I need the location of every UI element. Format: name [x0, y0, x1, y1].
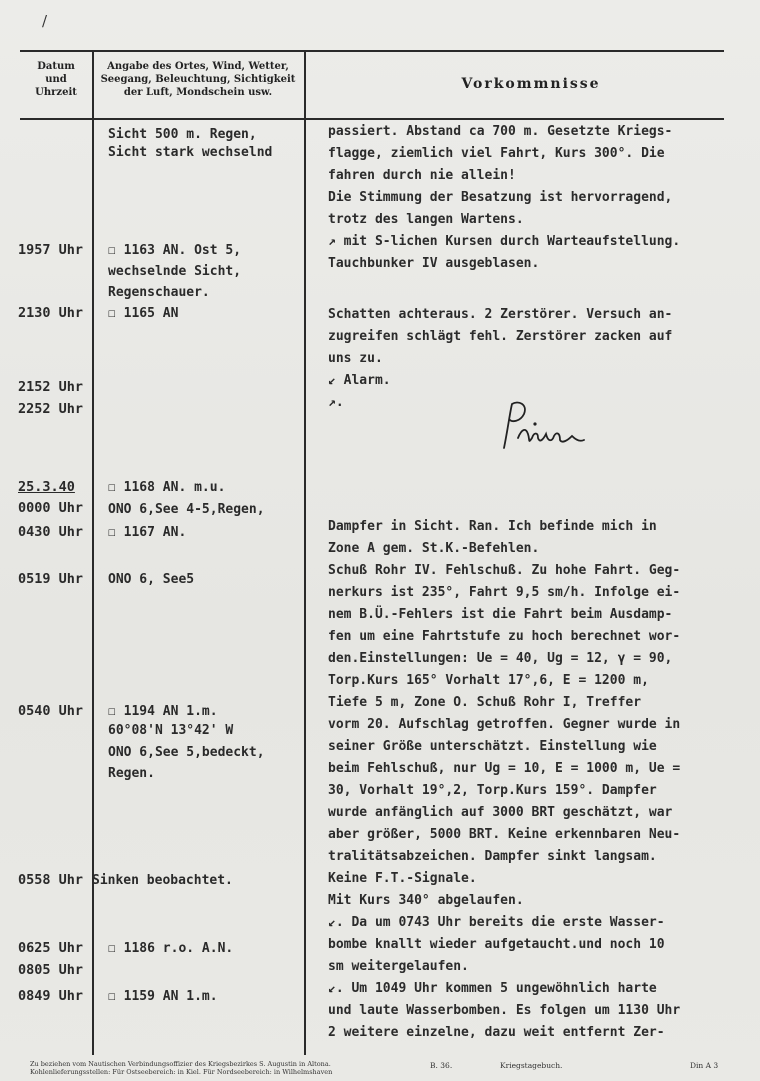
event-line: Schatten achteraus. 2 Zerstörer. Versuch an-: [328, 307, 673, 322]
event-line: Keine F.T.-Signale.: [328, 871, 477, 886]
time-entry: 0558 Uhr: [18, 872, 84, 888]
event-line: Tiefe 5 m, Zone O. Schuß Rohr I, Treffer: [328, 695, 642, 710]
footer-note: Zu beziehen vom Nautischen Verbindungsoffizier des Kriegsbezirkes S. Augustin in Altona. Kohlenlieferungsstellen: Für Ostseebereich: in Kiel. Für Nordseebereich: in Wilhelmshaven: [30, 1060, 333, 1076]
time-entry: 0805 Uhr: [18, 962, 84, 978]
event-line: fahren durch nie allein!: [328, 168, 516, 183]
place-entry: Sinken beobachtet.: [92, 873, 233, 888]
place-entry: Regen.: [108, 766, 155, 781]
event-line: nem B.Ü.-Fehlers ist die Fahrt beim Ausdamp-: [328, 607, 673, 622]
time-entry: 2152 Uhr: [18, 379, 84, 395]
event-line: zugreifen schlägt fehl. Zerstörer zacken auf: [328, 329, 673, 344]
event-line: fen um eine Fahrtstufe zu hoch berechnet wor-: [328, 629, 681, 644]
event-line: ↙. Um 1049 Uhr kommen 5 ungewöhnlich harte: [328, 981, 657, 996]
event-line: uns zu.: [328, 351, 383, 366]
time-entry: 0625 Uhr: [18, 940, 84, 956]
header-place-weather: Angabe des Ortes, Wind, Wetter, Seegang, Beleuchtung, Sichtigkeit der Luft, Mondschein usw.: [100, 61, 296, 98]
events-block-3: [328, 516, 680, 1044]
form-number: B. 36.: [430, 1061, 453, 1070]
place-entry: ☐ 1159 AN 1.m.: [108, 989, 218, 1004]
place-entry: wechselnde Sicht,: [108, 264, 242, 279]
time-entry: 1957 Uhr: [18, 242, 84, 258]
place-entry: 60°08'N 13°42' W: [108, 723, 234, 738]
event-line: nerkurs ist 235°, Fahrt 9,5 sm/h. Infolge ei-: [328, 585, 681, 600]
time-entry: 0540 Uhr: [18, 703, 84, 719]
event-line: sm weitergelaufen.: [328, 959, 469, 974]
event-line: ↙ Alarm.: [328, 373, 391, 388]
place-entry: Sicht stark wechselnd: [108, 145, 273, 160]
event-line: Torp.Kurs 165° Vorhalt 17°,6, E = 1200 m,: [328, 673, 649, 688]
place-entry: Sicht 500 m. Regen,: [108, 127, 257, 142]
time-entry: 0000 Uhr: [18, 500, 84, 516]
event-line: Tauchbunker IV ausgeblasen.: [328, 256, 540, 271]
event-line: Schuß Rohr IV. Fehlschuß. Zu hohe Fahrt. Geg-: [328, 563, 681, 578]
page-reference: Din A 3: [690, 1061, 719, 1070]
events-block-1: [328, 121, 680, 275]
place-entry: ☐ 1167 AN.: [108, 525, 187, 540]
event-line: ↗.: [328, 395, 344, 410]
place-entry: Regenschauer.: [108, 285, 210, 300]
place-entry: ☐ 1186 r.o. A.N.: [108, 941, 234, 956]
form-title: Kriegstagebuch.: [500, 1061, 563, 1070]
header-events: Vorkommnisse: [461, 76, 601, 92]
event-line: und laute Wasserbomben. Es folgen um 1130 Uhr: [328, 1003, 681, 1018]
event-line: ↗ mit S-lichen Kursen durch Warteaufstellung.: [328, 234, 681, 249]
event-line: Zone A gem. St.K.-Befehlen.: [328, 541, 540, 556]
place-entry: ☐ 1165 AN: [108, 306, 179, 321]
event-line: beim Fehlschuß, nur Ug = 10, E = 1000 m, Ue =: [328, 761, 681, 776]
time-entry: 0430 Uhr: [18, 524, 84, 540]
event-line: flagge, ziemlich viel Fahrt, Kurs 300°. Die: [328, 146, 665, 161]
event-line: aber größer, 5000 BRT. Keine erkennbaren Neu-: [328, 827, 681, 842]
event-line: tralitätsabzeichen. Dampfer sinkt langsam.: [328, 849, 657, 864]
time-entry: 2130 Uhr: [18, 305, 84, 321]
event-line: 2 weitere einzelne, dazu weit entfernt Zer-: [328, 1025, 665, 1040]
column-rule-1: [92, 50, 94, 1055]
place-entry: ONO 6,See 4-5,Regen,: [108, 502, 265, 517]
event-line: 30, Vorhalt 19°,2, Torp.Kurs 159°. Dampfer: [328, 783, 657, 798]
place-entry: ☐ 1168 AN. m.u.: [108, 480, 226, 495]
place-entry: ☐ 1163 AN. Ost 5,: [108, 243, 242, 258]
event-line: Die Stimmung der Besatzung ist hervorragend,: [328, 190, 673, 205]
event-line: Mit Kurs 340° abgelaufen.: [328, 893, 524, 908]
event-line: wurde anfänglich auf 3000 BRT geschätzt, war: [328, 805, 673, 820]
event-line: ↙. Da um 0743 Uhr bereits die erste Wasser-: [328, 915, 665, 930]
time-entry: 2252 Uhr: [18, 401, 84, 417]
event-line: passiert. Abstand ca 700 m. Gesetzte Kriegs-: [328, 124, 673, 139]
signature-prien: [498, 398, 588, 458]
header-date-time: Datum und Uhrzeit: [35, 61, 77, 98]
event-line: seiner Größe unterschätzt. Einstellung wie: [328, 739, 657, 754]
time-entry: 0849 Uhr: [18, 988, 84, 1004]
event-line: den.Einstellungen: Ue = 40, Ug = 12, γ = 90,: [328, 651, 673, 666]
column-rule-2: [304, 50, 306, 1055]
date-entry: 25.3.40: [18, 479, 75, 495]
header-rule: [20, 118, 724, 120]
place-entry: ONO 6, See5: [108, 572, 195, 587]
event-line: Dampfer in Sicht. Ran. Ich befinde mich in: [328, 519, 657, 534]
event-line: bombe knallt wieder aufgetaucht.und noch 10: [328, 937, 665, 952]
time-entry: 0519 Uhr: [18, 571, 84, 587]
place-entry: ☐ 1194 AN 1.m.: [108, 704, 218, 719]
corner-mark: /: [42, 12, 48, 30]
top-rule: [20, 50, 724, 52]
event-line: vorm 20. Aufschlag getroffen. Gegner wurde in: [328, 717, 681, 732]
event-line: trotz des langen Wartens.: [328, 212, 524, 227]
place-entry: ONO 6,See 5,bedeckt,: [108, 745, 265, 760]
